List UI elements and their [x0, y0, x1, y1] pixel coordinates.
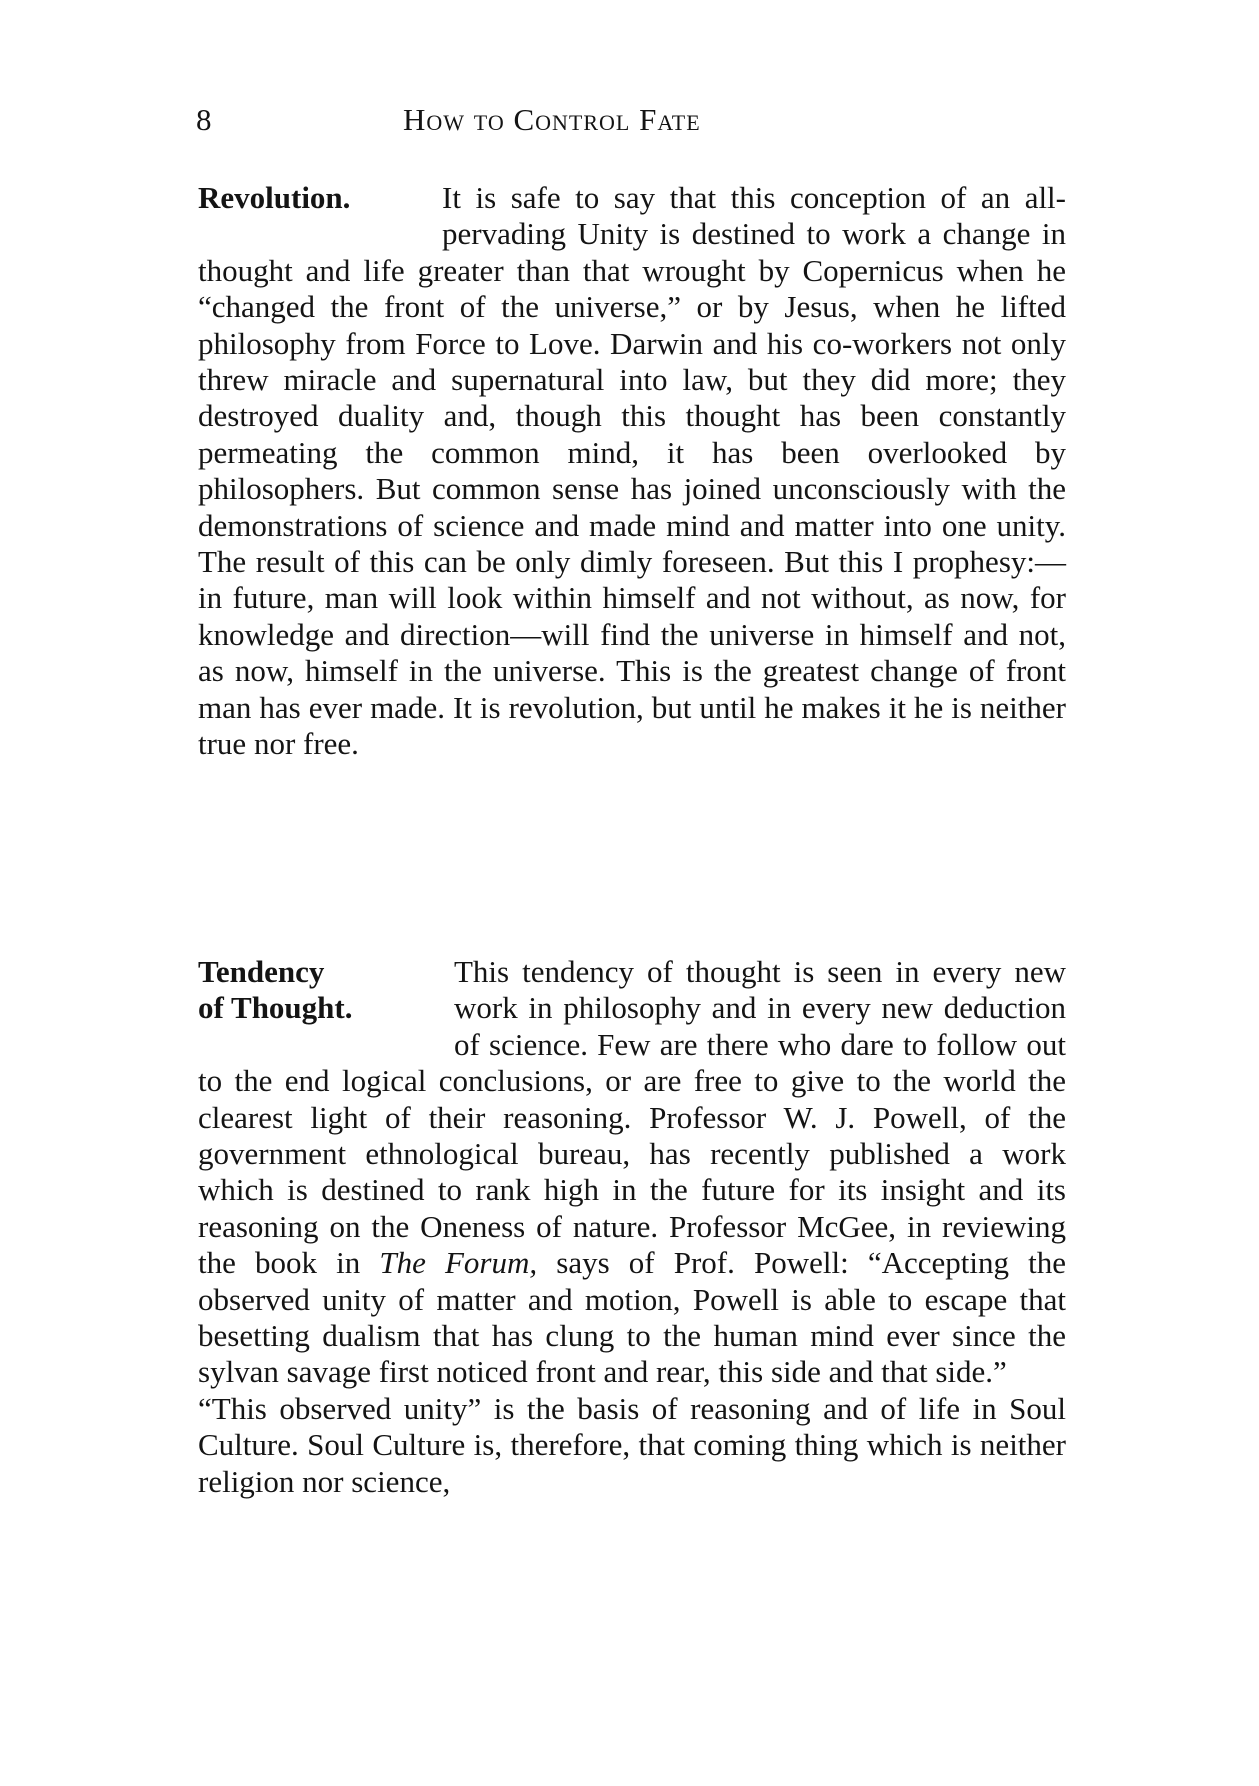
section-tendency-of-thought [198, 954, 1066, 1500]
sidenote-line: Tendency [198, 954, 325, 989]
text-segment: says of Prof. Powell: “Accepting the observed unity of matter and motion, Powell is able to escape that besetting dualism that has clung to the human mind ever since the sylvan savage first noticed front and rear, this side and that side.” [198, 1245, 1066, 1390]
sidenote-line: of Thought. [198, 990, 353, 1026]
sidenote-heading [198, 180, 442, 253]
running-header [196, 100, 1066, 140]
running-title: How to Control Fate [403, 102, 701, 137]
sidenote-line: Revolution. [198, 180, 351, 215]
section-revolution [198, 180, 1066, 763]
paragraph-text: It is safe to say that this conception of an all-pervading Unity is destined to work a change in thought and life greater than that wrought by Copernicus when he “changed the front of the universe,” or by Jesus, when he lifted philosophy from Force to Love. Darwin and his co-workers not only threw miracle and supernatural into law, but they did more; they destroyed duality and, though this thought has been constantly permeating the common mind, it has been overlooked by philosophers. But common sense has joined unconsciously with the demonstrations of science and made mind and matter into one unity. The result of this can be only dimly foreseen. But this I prophesy:—in future, man will look within himself and not without, as now, for knowledge and direction—will find the universe in himself and not, as now, himself in the universe. This is the greatest change of front man has ever made. It is revolution, but until he makes it he is neither true nor free. [198, 180, 1066, 762]
paragraph-continuation: “This observed unity” is the basis of reasoning and of life in Soul Culture. Soul Culture is, therefore, that coming thing which is neither religion nor science, [198, 1390, 1066, 1499]
page-number: 8 [196, 102, 212, 137]
text-segment: This tendency of thought is seen in every new work in philosophy and in every new deduction of science. Few are there who dare to follow out to the end logical conclusions, or are free to give to the world the clearest light of their reasoning. Professor W. J. Powell, of the government ethnological bureau, has recently published a work which is destined to rank high in the future for its insight and its reasoning on the Oneness of nature. Professor McGee, in reviewing the book in [198, 954, 1066, 1281]
periodical-title: The Forum, [379, 1245, 538, 1281]
sidenote-heading [198, 954, 454, 1063]
